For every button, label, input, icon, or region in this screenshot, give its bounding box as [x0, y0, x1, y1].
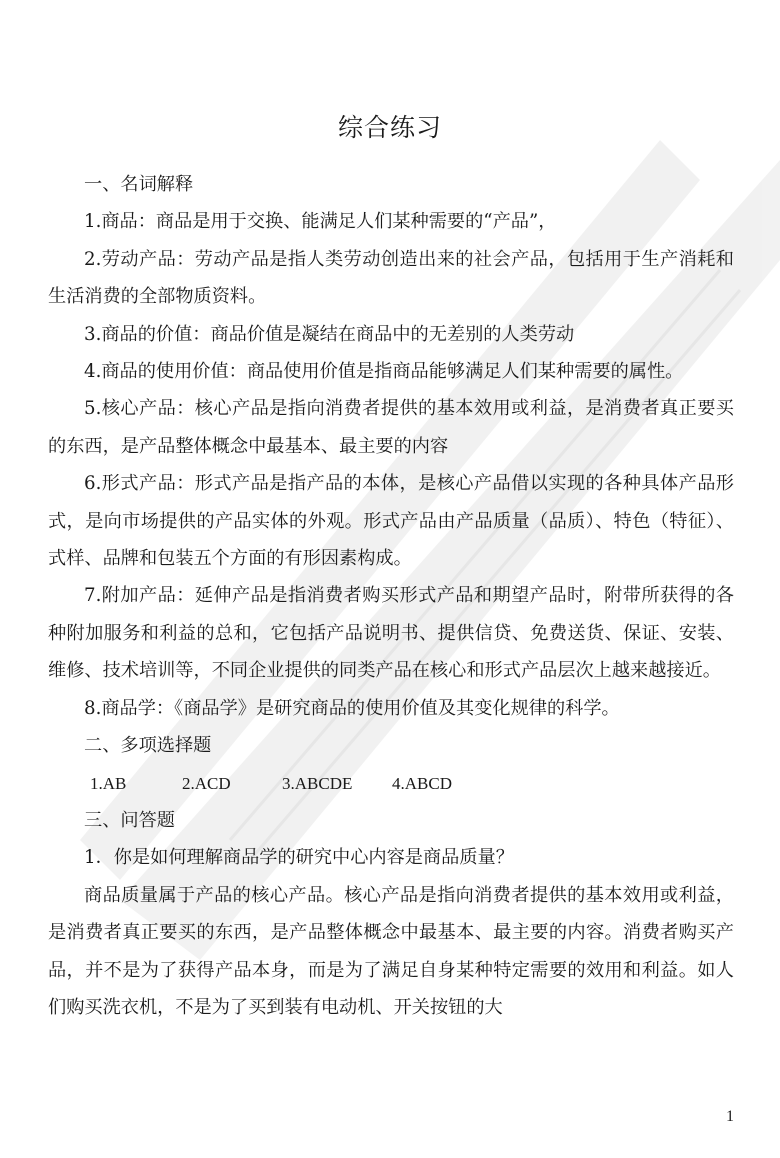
definition-item: 6.形式产品：形式产品是指产品的本体，是核心产品借以实现的各种具体产品形式，是向市场提供的产品实体的外观。形式产品由产品质量（品质）、特色（特征）、式样、品牌和包装五个方面的有形因素构成。: [48, 473, 734, 570]
page-number: 1: [726, 1108, 734, 1125]
qa-question: 1．你是如何理解商品学的研究中心内容是商品质量？: [84, 847, 514, 869]
page-title: 综合练习: [337, 113, 442, 142]
section-heading-multiple-choice: 二、多项选择题: [84, 735, 212, 757]
definition-item: 8.商品学：《商品学》是研究商品的使用价值及其变化规律的科学。: [84, 697, 620, 719]
definition-item: 7.附加产品：延伸产品是指消费者购买形式产品和期望产品时，附带所获得的各种附加服务和利益的总和，它包括产品说明书、提供信贷、免费送货、保证、安装、维修、技术培训等，不同企业提供的同类产品在核心和形式产品层次上越来越接近。: [48, 585, 734, 682]
qa-answer: 商品质量属于产品的核心产品。核心产品是指向消费者提供的基本效用或利益，是消费者真正要买的东西，是产品整体概念中最基本、最主要的内容。消费者购买产品，并不是为了获得产品本身，而是为了满足自身某种特定需要的效用和利益。如人们购买洗衣机，不是为了买到装有电动机、开关按钮的大: [48, 884, 734, 1018]
document-body: [48, 166, 734, 1026]
mc-answer: 4.ABCD: [392, 773, 452, 793]
section-heading-definitions: 一、名词解释: [84, 174, 194, 195]
definition-item: 5.核心产品：核心产品是指向消费者提供的基本效用或利益，是消费者真正要买的东西，是产品整体概念中最基本、最主要的内容: [48, 398, 734, 457]
multiple-choice-answers: [48, 765, 734, 802]
definition-item: 4.商品的使用价值：商品使用价值是指商品能够满足人们某种需要的属性。: [84, 361, 684, 383]
definition-item: 3.商品的价值：商品价值是凝结在商品中的无差别的人类劳动: [84, 323, 575, 345]
mc-answer: 1.AB: [90, 773, 127, 793]
mc-answer: 2.ACD: [182, 773, 231, 793]
definition-item: 1.商品：商品是用于交换、能满足人们某种需要的“产品”，: [84, 211, 557, 233]
section-heading-qa: 三、问答题: [84, 809, 175, 831]
mc-answer: 3.ABCDE: [282, 773, 353, 793]
definition-item: 2.劳动产品：劳动产品是指人类劳动创造出来的社会产品，包括用于生产消耗和生活消费的全部物质资料。: [48, 248, 734, 308]
